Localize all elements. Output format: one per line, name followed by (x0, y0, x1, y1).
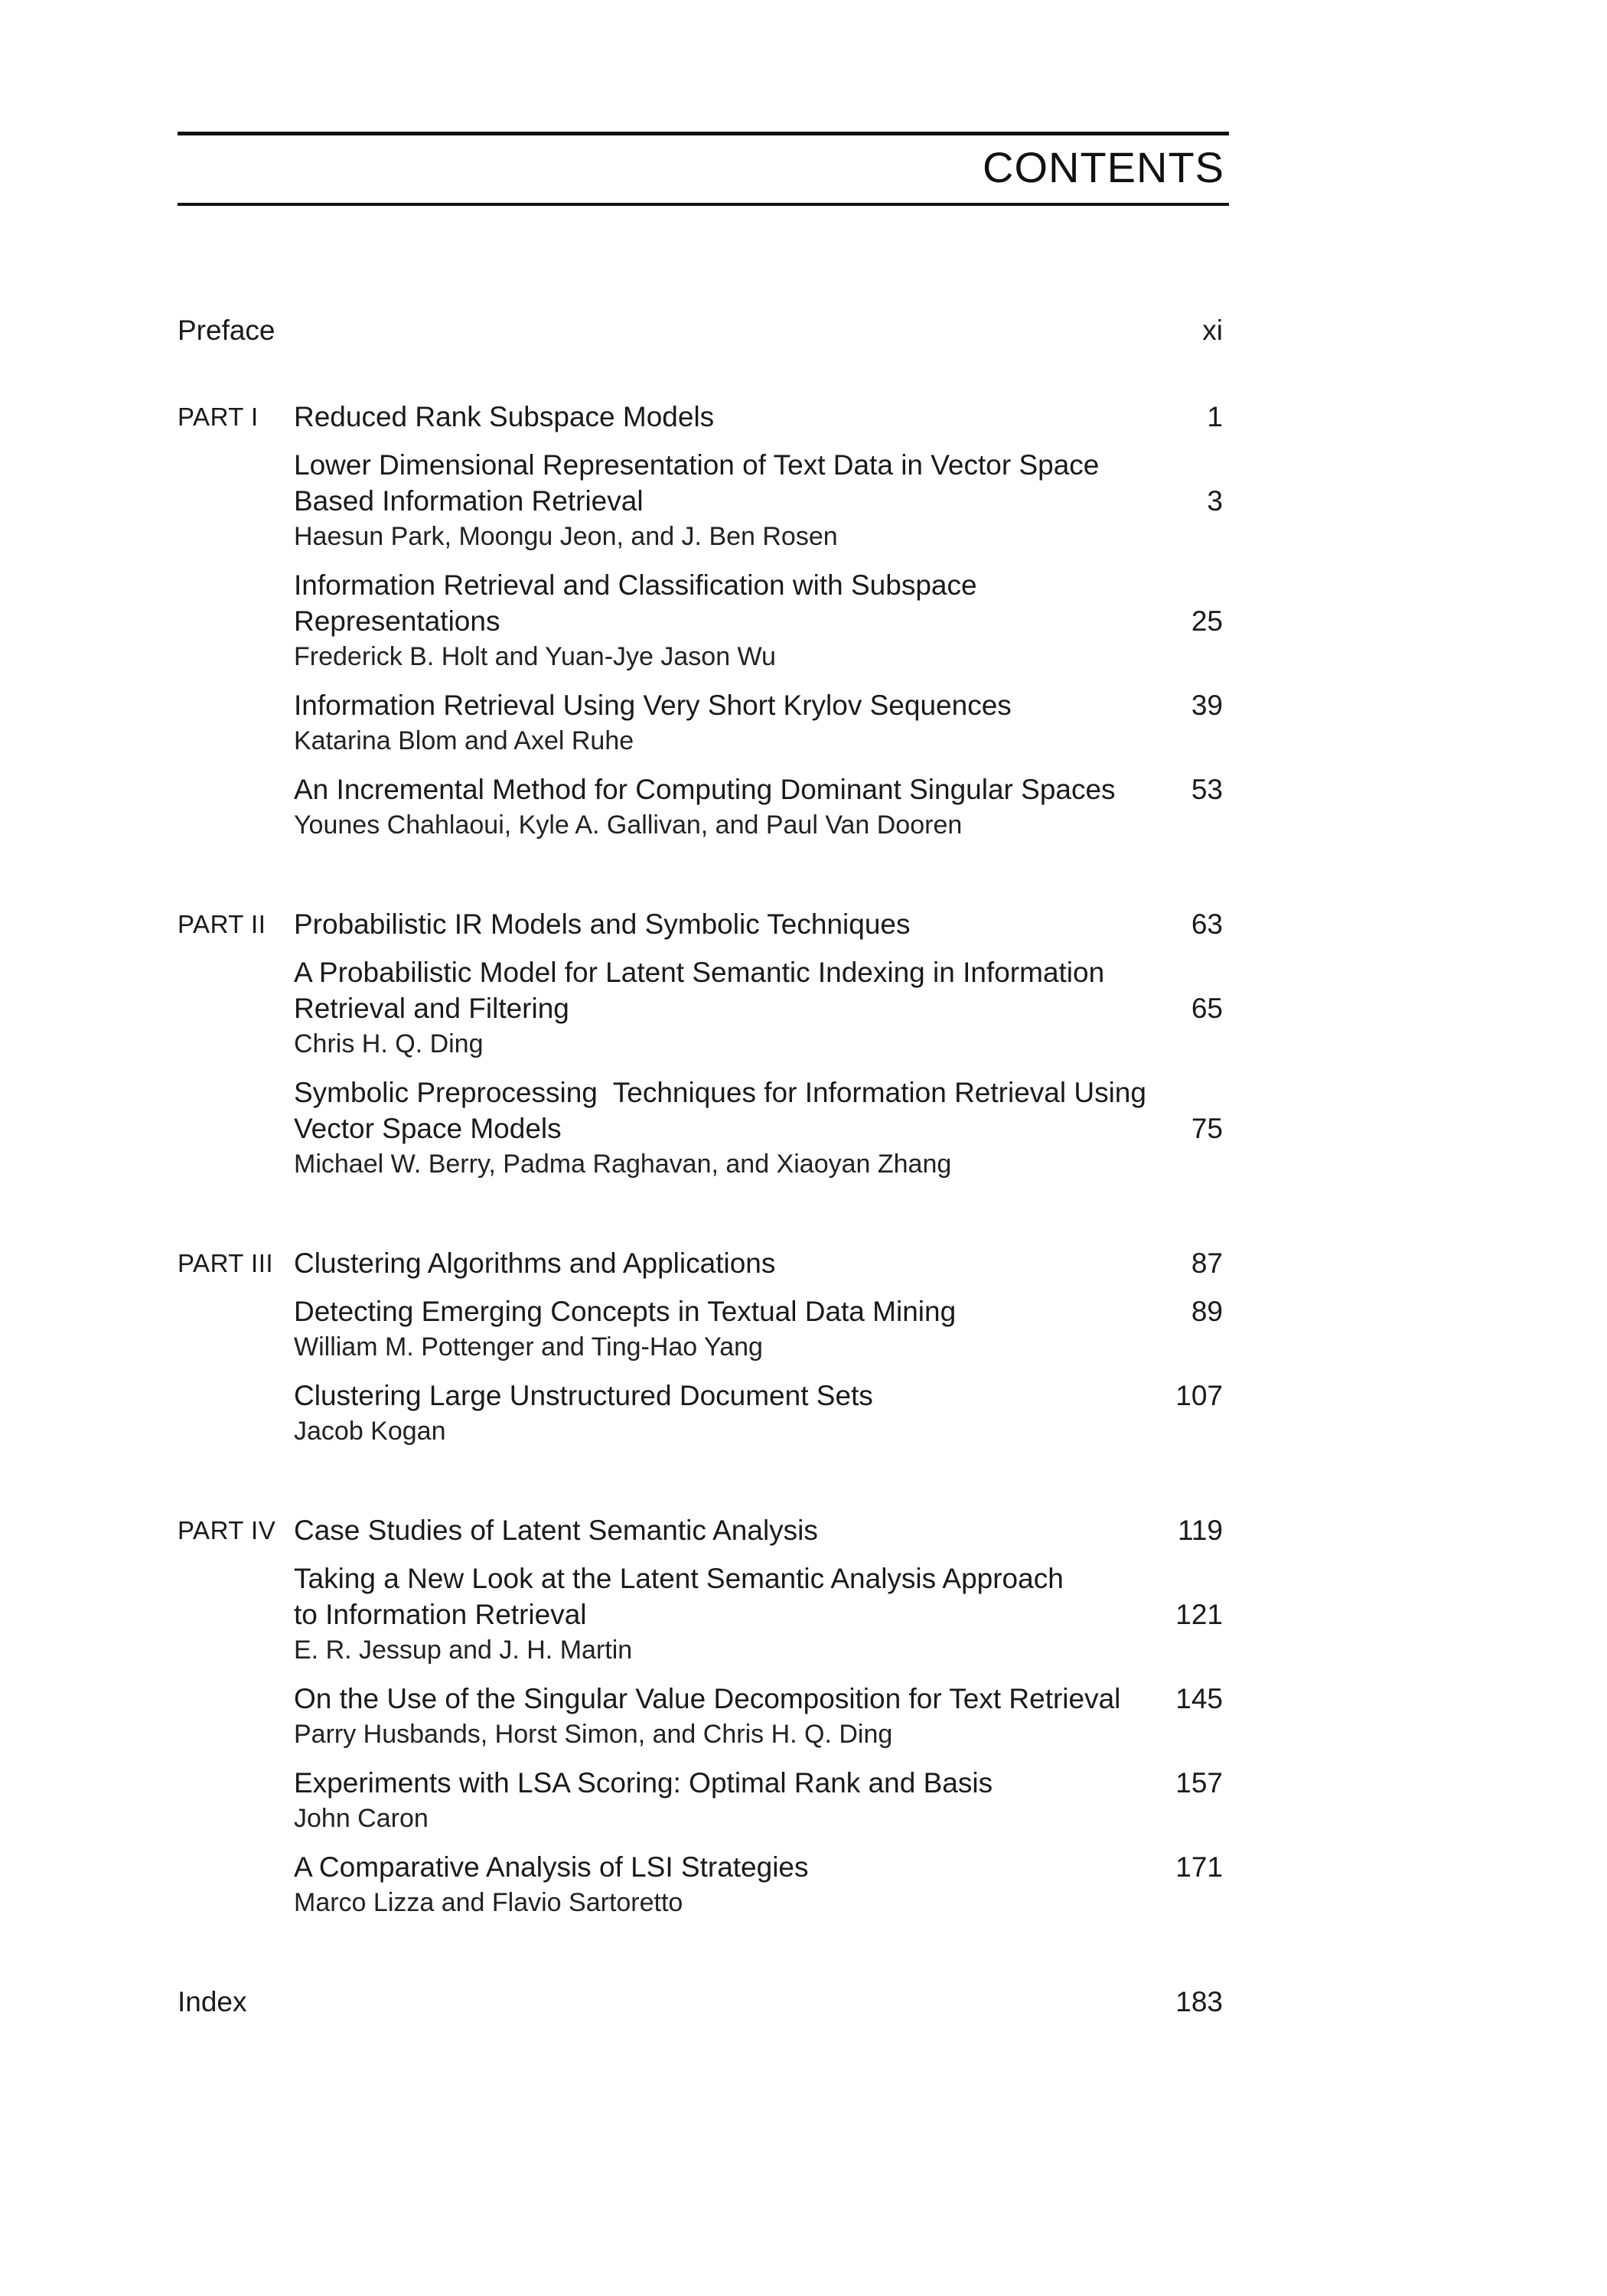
part-label: PART II (178, 910, 266, 938)
chapter-authors: Frederick B. Holt and Yuan-Jye Jason Wu (294, 642, 776, 671)
chapter-entry[interactable] (294, 447, 1229, 555)
part-page: 87 (1191, 1247, 1223, 1279)
chapter-authors: Jacob Kogan (294, 1417, 446, 1446)
part-section (178, 399, 1229, 843)
part-section (178, 906, 1229, 1182)
part-page: 1 (1207, 401, 1223, 432)
chapter-page: 3 (1207, 485, 1223, 517)
chapter-title-line: Taking a New Look at the Latent Semantic Analysis Approach (294, 1563, 1064, 1594)
chapter-authors: Chris H. Q. Ding (294, 1029, 484, 1058)
part-title-text: Probabilistic IR Models and Symbolic Techniques (294, 908, 911, 940)
part-title[interactable] (294, 1512, 1229, 1548)
chapter-authors: Haesun Park, Moongu Jeon, and J. Ben Rosen (294, 522, 838, 551)
chapter-authors: E. R. Jessup and J. H. Martin (294, 1636, 633, 1665)
chapter-entry[interactable] (294, 567, 1229, 675)
chapter-page: 53 (1191, 774, 1223, 805)
chapter-page: 121 (1175, 1599, 1223, 1630)
part-section (178, 1245, 1229, 1450)
part-title[interactable] (294, 1245, 1229, 1281)
chapter-page: 89 (1191, 1296, 1223, 1327)
part-title-text: Case Studies of Latent Semantic Analysis (294, 1515, 818, 1546)
chapter-title-line: A Probabilistic Model for Latent Semantic Indexing in Information (294, 957, 1105, 988)
table-of-contents (178, 312, 1229, 2020)
index-label: Index (178, 1986, 247, 2017)
index-page: 183 (1175, 1986, 1223, 2017)
chapter-entry[interactable] (294, 1681, 1229, 1753)
chapter-title-line: Lower Dimensional Representation of Text Data in Vector Space (294, 449, 1100, 481)
chapter-entry[interactable] (294, 687, 1229, 759)
chapter-entry[interactable] (294, 1293, 1229, 1365)
part-title-text: Reduced Rank Subspace Models (294, 401, 715, 432)
chapter-entry[interactable] (294, 1075, 1229, 1182)
chapter-page: 75 (1191, 1113, 1223, 1144)
chapter-authors: Parry Husbands, Horst Simon, and Chris H. Q. Ding (294, 1720, 893, 1749)
chapter-title-line: Experiments with LSA Scoring: Optimal Rank and Basis (294, 1767, 993, 1799)
chapter-entry[interactable] (294, 954, 1229, 1062)
chapter-title-line: An Incremental Method for Computing Dominant Singular Spaces (294, 774, 1116, 805)
chapter-title-line: Representations (294, 605, 500, 637)
chapter-page: 39 (1191, 690, 1223, 721)
preface-label: Preface (178, 315, 275, 346)
chapter-title-line: Clustering Large Unstructured Document Sets (294, 1380, 873, 1411)
page-title: CONTENTS (983, 143, 1224, 191)
chapter-authors: Marco Lizza and Flavio Sartoretto (294, 1888, 683, 1917)
part-page: 119 (1178, 1515, 1223, 1546)
chapter-title-line: Vector Space Models (294, 1113, 562, 1144)
chapter-page: 157 (1175, 1767, 1223, 1799)
chapter-authors: John Caron (294, 1804, 429, 1833)
chapter-authors: Michael W. Berry, Padma Raghavan, and Xiaoyan Zhang (294, 1150, 952, 1179)
chapter-title-line: On the Use of the Singular Value Decomposition for Text Retrieval (294, 1683, 1121, 1714)
chapter-page: 25 (1191, 605, 1223, 637)
chapter-authors: Younes Chahlaoui, Kyle A. Gallivan, and Paul Van Dooren (294, 810, 963, 840)
part-label: PART III (178, 1249, 274, 1277)
chapter-authors: Katarina Blom and Axel Ruhe (294, 726, 634, 755)
header-top-rule (178, 132, 1229, 135)
chapter-entry[interactable] (294, 771, 1229, 843)
header-bottom-rule (178, 203, 1229, 206)
chapter-entry[interactable] (294, 1765, 1229, 1837)
chapter-page: 65 (1191, 993, 1223, 1024)
preface-page: xi (1202, 315, 1223, 346)
chapter-title-line: to Information Retrieval (294, 1599, 587, 1630)
chapter-page: 107 (1175, 1380, 1223, 1411)
chapter-title-line: Retrieval and Filtering (294, 993, 569, 1024)
chapter-title-line: A Comparative Analysis of LSI Strategies (294, 1851, 809, 1883)
part-section (178, 1512, 1229, 1921)
chapter-title-line: Symbolic Preprocessing Techniques for Information Retrieval Using (294, 1077, 1146, 1108)
toc-entry-index[interactable] (178, 1984, 1229, 2020)
chapter-entry[interactable] (294, 1378, 1229, 1450)
chapter-title-line: Based Information Retrieval (294, 485, 644, 517)
chapter-authors: William M. Pottenger and Ting-Hao Yang (294, 1332, 763, 1362)
toc-entry-preface[interactable] (178, 312, 1229, 348)
chapter-title-line: Detecting Emerging Concepts in Textual Data Mining (294, 1296, 957, 1327)
part-label: PART IV (178, 1516, 276, 1544)
part-page: 63 (1191, 908, 1223, 940)
chapter-title-line: Information Retrieval Using Very Short Krylov Sequences (294, 690, 1012, 721)
chapter-page: 171 (1175, 1851, 1223, 1883)
chapter-page: 145 (1175, 1683, 1223, 1714)
part-title[interactable] (294, 906, 1229, 942)
chapter-title-line: Information Retrieval and Classification with Subspace (294, 569, 977, 601)
chapter-entry[interactable] (294, 1849, 1229, 1921)
part-title[interactable] (294, 399, 1229, 435)
part-label: PART I (178, 403, 259, 431)
chapter-entry[interactable] (294, 1561, 1229, 1668)
page-header (178, 132, 1229, 206)
part-title-text: Clustering Algorithms and Applications (294, 1247, 776, 1279)
